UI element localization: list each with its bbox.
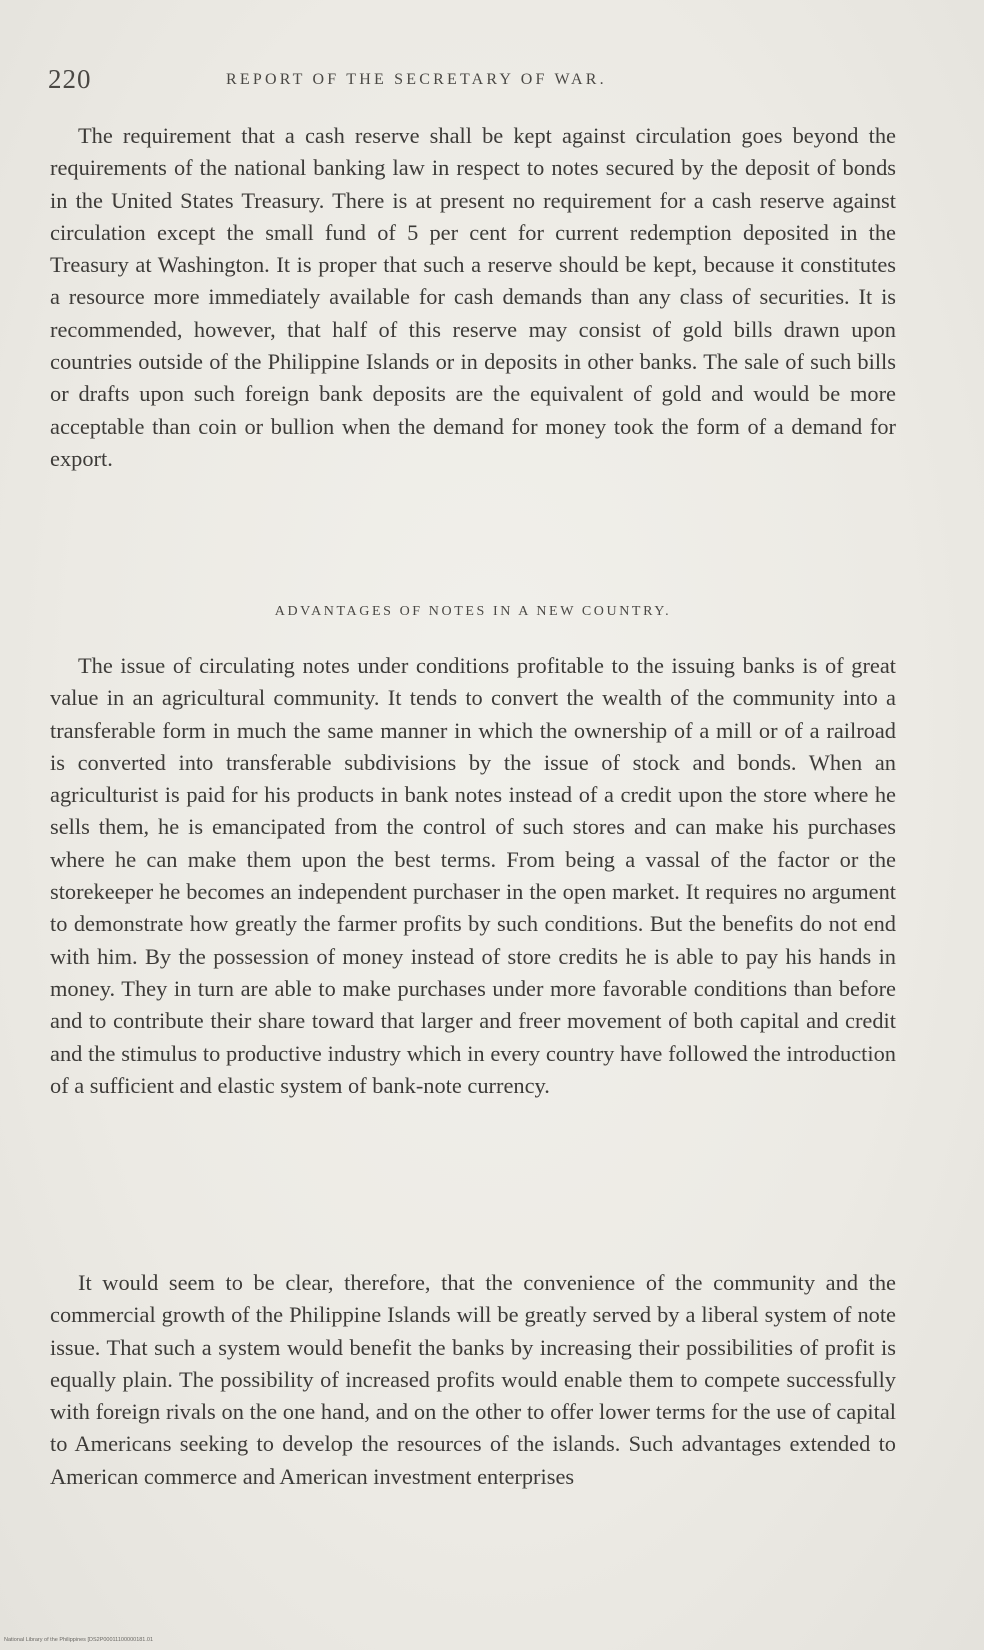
body-text-block-3 bbox=[50, 1267, 896, 1493]
body-text-block-2 bbox=[50, 650, 896, 1102]
paragraph-conclusion: It would seem to be clear, therefore, that the convenience of the community and the commercial growth of the Philippine Islands will be greatly served by a liberal system of note issue. That such a system would benefit the banks by increasing their possibilities of profit is equally plain. The possibility of increased profits would enable them to compete successfully with foreign rivals on the one hand, and on the other to offer lower terms for the use of capital to Americans seeking to develop the resources of the islands. Such advantages extended to American commerce and American investment enterprises bbox=[50, 1270, 896, 1489]
archive-stamp: National Library of the Philippines [DS2P00011100000181.01 bbox=[4, 1637, 154, 1643]
paragraph-circulating-notes: The issue of circulating notes under conditions profitable to the issuing banks is of great value in an agricultural community. It tends to convert the wealth of the community into a transferable form in much the same manner in which the ownership of a mill or of a railroad is converted into transferable subdivisions by the issue of stock and bonds. When an agriculturist is paid for his products in bank notes instead of a credit upon the store where he sells them, he is emancipated from the control of such stores and can make his purchases where he can make them upon the best terms. From being a vassal of the factor or the storekeeper he becomes an independent purchaser in the open market. It requires no argument to demonstrate how greatly the farmer profits by such conditions. But the benefits do not end with him. By the possession of money instead of store credits he is able to pay his hands in money. They in turn are able to make purchases under more favorable conditions than before and to contribute their share toward that larger and freer movement of both capital and credit and the stimulus to productive industry which in every country have followed the introduction of a sufficient and elastic system of bank-note currency. bbox=[50, 653, 896, 1098]
page-header bbox=[48, 64, 898, 104]
paragraph-cash-reserve: The requirement that a cash reserve shall be kept against circulation goes beyond the requirements of the national banking law in respect to notes secured by the deposit of bonds in the United States Treasury. There is at present no requirement for a cash reserve against circulation except the small fund of 5 per cent for current redemption deposited in the Treasury at Washington. It is proper that such a reserve should be kept, because it constitutes a resource more immediately available for cash demands than any class of securities. It is recommended, however, that half of this reserve may consist of gold bills drawn upon countries outside of the Philippine Islands or in deposits in other banks. The sale of such bills or drafts upon such foreign bank deposits are the equivalent of gold and would be more acceptable than coin or bullion when the demand for money took the form of a demand for export. bbox=[50, 123, 896, 471]
section-heading: ADVANTAGES OF NOTES IN A NEW COUNTRY. bbox=[274, 604, 672, 619]
running-head: REPORT OF THE SECRETARY OF WAR. bbox=[226, 71, 607, 88]
page-number: 220 bbox=[48, 64, 92, 94]
body-text-block-1 bbox=[50, 120, 896, 475]
